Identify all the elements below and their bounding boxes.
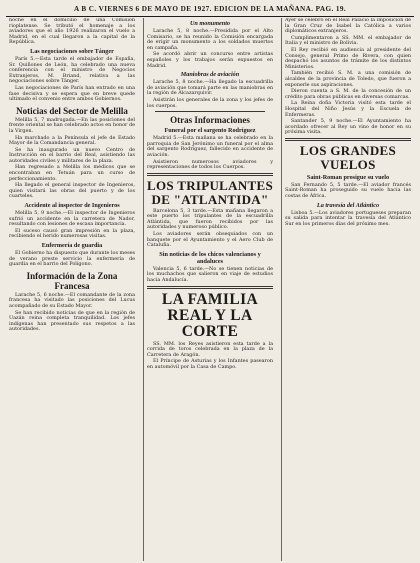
newspaper-page [6,2,414,561]
divider [155,111,265,112]
article-paragraph: Santander 5, 9 noche.—El Ayuntamiento ha acordado ofrecer al Rey un vino de honor en su próxima visita. [285,118,411,136]
article-paragraph: Larache 5, 8 noche.—Ha llegado la escuadrilla de aviación que tomará parte en las maniobras en la región de Alcazarquivir. [147,79,273,97]
article-paragraph: Larache 5, 6 noche.—El comandante de la zona francesa ha visitado las posiciones del Lucus acompañado de su Estado Mayor. [9,291,135,309]
article-paragraph: Melilla 5, 9 noche.—El inspector de Ingenieros sufrió un accidente en la carretera de Nador, resultando con lesiones de escasa importancia. [9,210,135,228]
divider [147,286,273,289]
section-heading: Noticias del Sector de Melilla [16,105,128,116]
column-2 [143,18,276,561]
section-heading: Enfermería de guardia [41,242,103,249]
article-paragraph: Los aviadores serán obsequiados con un banquete por el Ayuntamiento y el Aero Club de Cataluña. [147,231,273,249]
running-head: A B C. VIERNES 6 DE MAYO DE 1927. EDICION DE LA MAÑANA. PAG. 19. [6,2,414,17]
section-heading: Información de la Zona Francesa [26,270,118,291]
article-paragraph: Madrid 5.—Esta mañana se ha celebrado en la parroquia de San Jerónimo un funeral por el alma del sargento Rodríguez, fallecido en accidente de aviación. [147,135,273,158]
divider [285,138,411,141]
article-paragraph: El Gobierno ha dispuesto que durante los meses de verano preste servicio la enfermería de guardia en el barrio del Polígono. [9,250,135,268]
article-paragraph: SS. MM. los Reyes asistieron esta tarde a la corrida de toros celebrada en la plaza de la Carretera de Aragón. [147,340,273,358]
article-paragraph: Barcelona 5, 3 tarde.—Esta mañana llegaron a este puerto los tripulantes de la escuadrilla Atlántida, que fueron recibidos por las autoridades y numeroso público. [147,207,273,231]
article-paragraph: Cumplimentaron a SS. MM. el embajador de Italia y el ministro de Bolivia. [285,34,411,47]
article-paragraph: Se han recibido noticias de que en la región de Uazán reina completa tranquilidad. Los jefes indígenas han presentado sus respetos a las autoridades. [9,309,135,333]
section-heading: Accidente al inspector de Ingenieros [24,202,120,210]
section-heading: Funeral por el sargento Rodríguez [164,127,256,135]
article-paragraph: Melilla 5, 7 madrugada.—En las posiciones del frente oriental se han celebrado actos en honor de la Virgen. [9,116,135,134]
article-paragraph: El Príncipe de Asturias y los Infantes pasearon en automóvil por la Casa de Campo. [147,358,273,370]
article-paragraph: Larache 5, 8 noche.—Presidida por el Alto Comisario, se ha reunido la Comisión encargada de erigir un monumento a los soldados muertos en campaña. [147,28,273,51]
article-paragraph: Se acordó abrir un concurso entre artistas españoles y los trabajos serán expuestos en Madrid. [147,51,273,69]
article-paragraph: noche en el domicilio de una Comisión rioplatense. Se tributó el homenaje a los aviadores que el año 1926 realizaron el vuelo a Madrid, en el cual llegaron a la capital de la República. [9,18,135,46]
columns [6,18,414,561]
article-paragraph: Valencia 5, 6 tarde.—No se tienen noticias de los muchachos que salieron en viaje de estudios hacia Andalucía. [147,265,273,284]
article-paragraph: Asistieron numerosos aviadores y representaciones de todos los Cuerpos. [147,158,273,171]
article-paragraph: Las negociaciones de París han entrado en una fase decisiva y se espera que en breve quede ultimado el convenio entre ambos Gobiernos. [9,84,135,103]
article-paragraph: Ha llegado el general inspector de Ingenieros, quien visitará las obras del puerto y de los cuarteles. [9,182,135,200]
section-heading: LA FAMILIA REAL Y LA CORTE [161,290,259,340]
section-heading: LOS GRANDES VUELOS [299,142,397,172]
article-paragraph: París 5.—Esta tarde el embajador de España, Sr. Quiñones de León, ha celebrado una nueva conferencia con el ministro de Negocios Extranjeros, M. Briand, relativa a las negociaciones sobre Tánger. [9,55,135,85]
article-paragraph: El suceso causó gran impresión en la plaza, recibiendo el herido numerosas visitas. [9,227,135,240]
divider [147,173,273,176]
article-paragraph: Ayer se celebró en el Real Palacio la imposición de la Gran Cruz de Isabel la Católica a varios diplomáticos extranjeros. [285,18,411,35]
article-paragraph: Dieron cuenta a S. M. de la concesión de un crédito para obras públicas en diversas comarcas. [285,88,411,100]
article-paragraph: La Reina doña Victoria visitó esta tarde el Hospital del Niño Jesús y la Escuela de Enfermeras. [285,100,411,118]
section-heading: LOS TRIPULANTES DE "ATLANTIDA" [147,177,273,207]
article-paragraph: San Fernando 5, 5 tarde.—El aviador francés Saint-Roman ha proseguido su vuelo hacia las costas de África. [285,181,411,200]
section-heading: Otras Informaciones [170,115,250,126]
section-heading: Sin noticias de los chicos valencianos y andaluces [159,250,261,265]
section-heading: Un monumento [189,20,231,27]
article-paragraph: Lisboa 5.—Los aviadores portugueses preparan su salida para intentar la travesía del Atlántico Sur en los primeros días del próximo mes. [285,209,411,227]
article-paragraph: También recibió S. M. a una comisión de alcaldes de la provincia de Toledo, que fueron a exponerle sus aspiraciones. [285,70,411,88]
article-paragraph: Asistirán los generales de la zona y los jefes de los cuerpos. [147,96,273,109]
section-heading: Maniobras de aviación [180,71,240,79]
article-paragraph: Se ha inaugurado un nuevo Centro de Instrucción en el barrio del Real, asistiendo las autoridades civiles y militares de la plaza. [9,146,135,164]
section-heading: Las negociaciones sobre Tánger [30,47,114,55]
section-heading: Saint-Roman prosigue su vuelo [306,173,390,181]
article-paragraph: Ha marchado a la Península el jefe de Estado Mayor de la Comandancia general. [9,134,135,147]
section-heading: La travesía del Atlántico [316,201,380,209]
column-1 [6,18,138,561]
article-paragraph: El Rey recibió en audiencia al presidente del Consejo, general Primo de Rivera, con quien despachó los asuntos de trámite de los distintos Ministerios. [285,46,411,70]
column-3 [281,18,414,561]
article-paragraph: Han regresado a Melilla los médicos que se encontraban en Tetuán para un curso de perfeccionamiento. [9,164,135,182]
